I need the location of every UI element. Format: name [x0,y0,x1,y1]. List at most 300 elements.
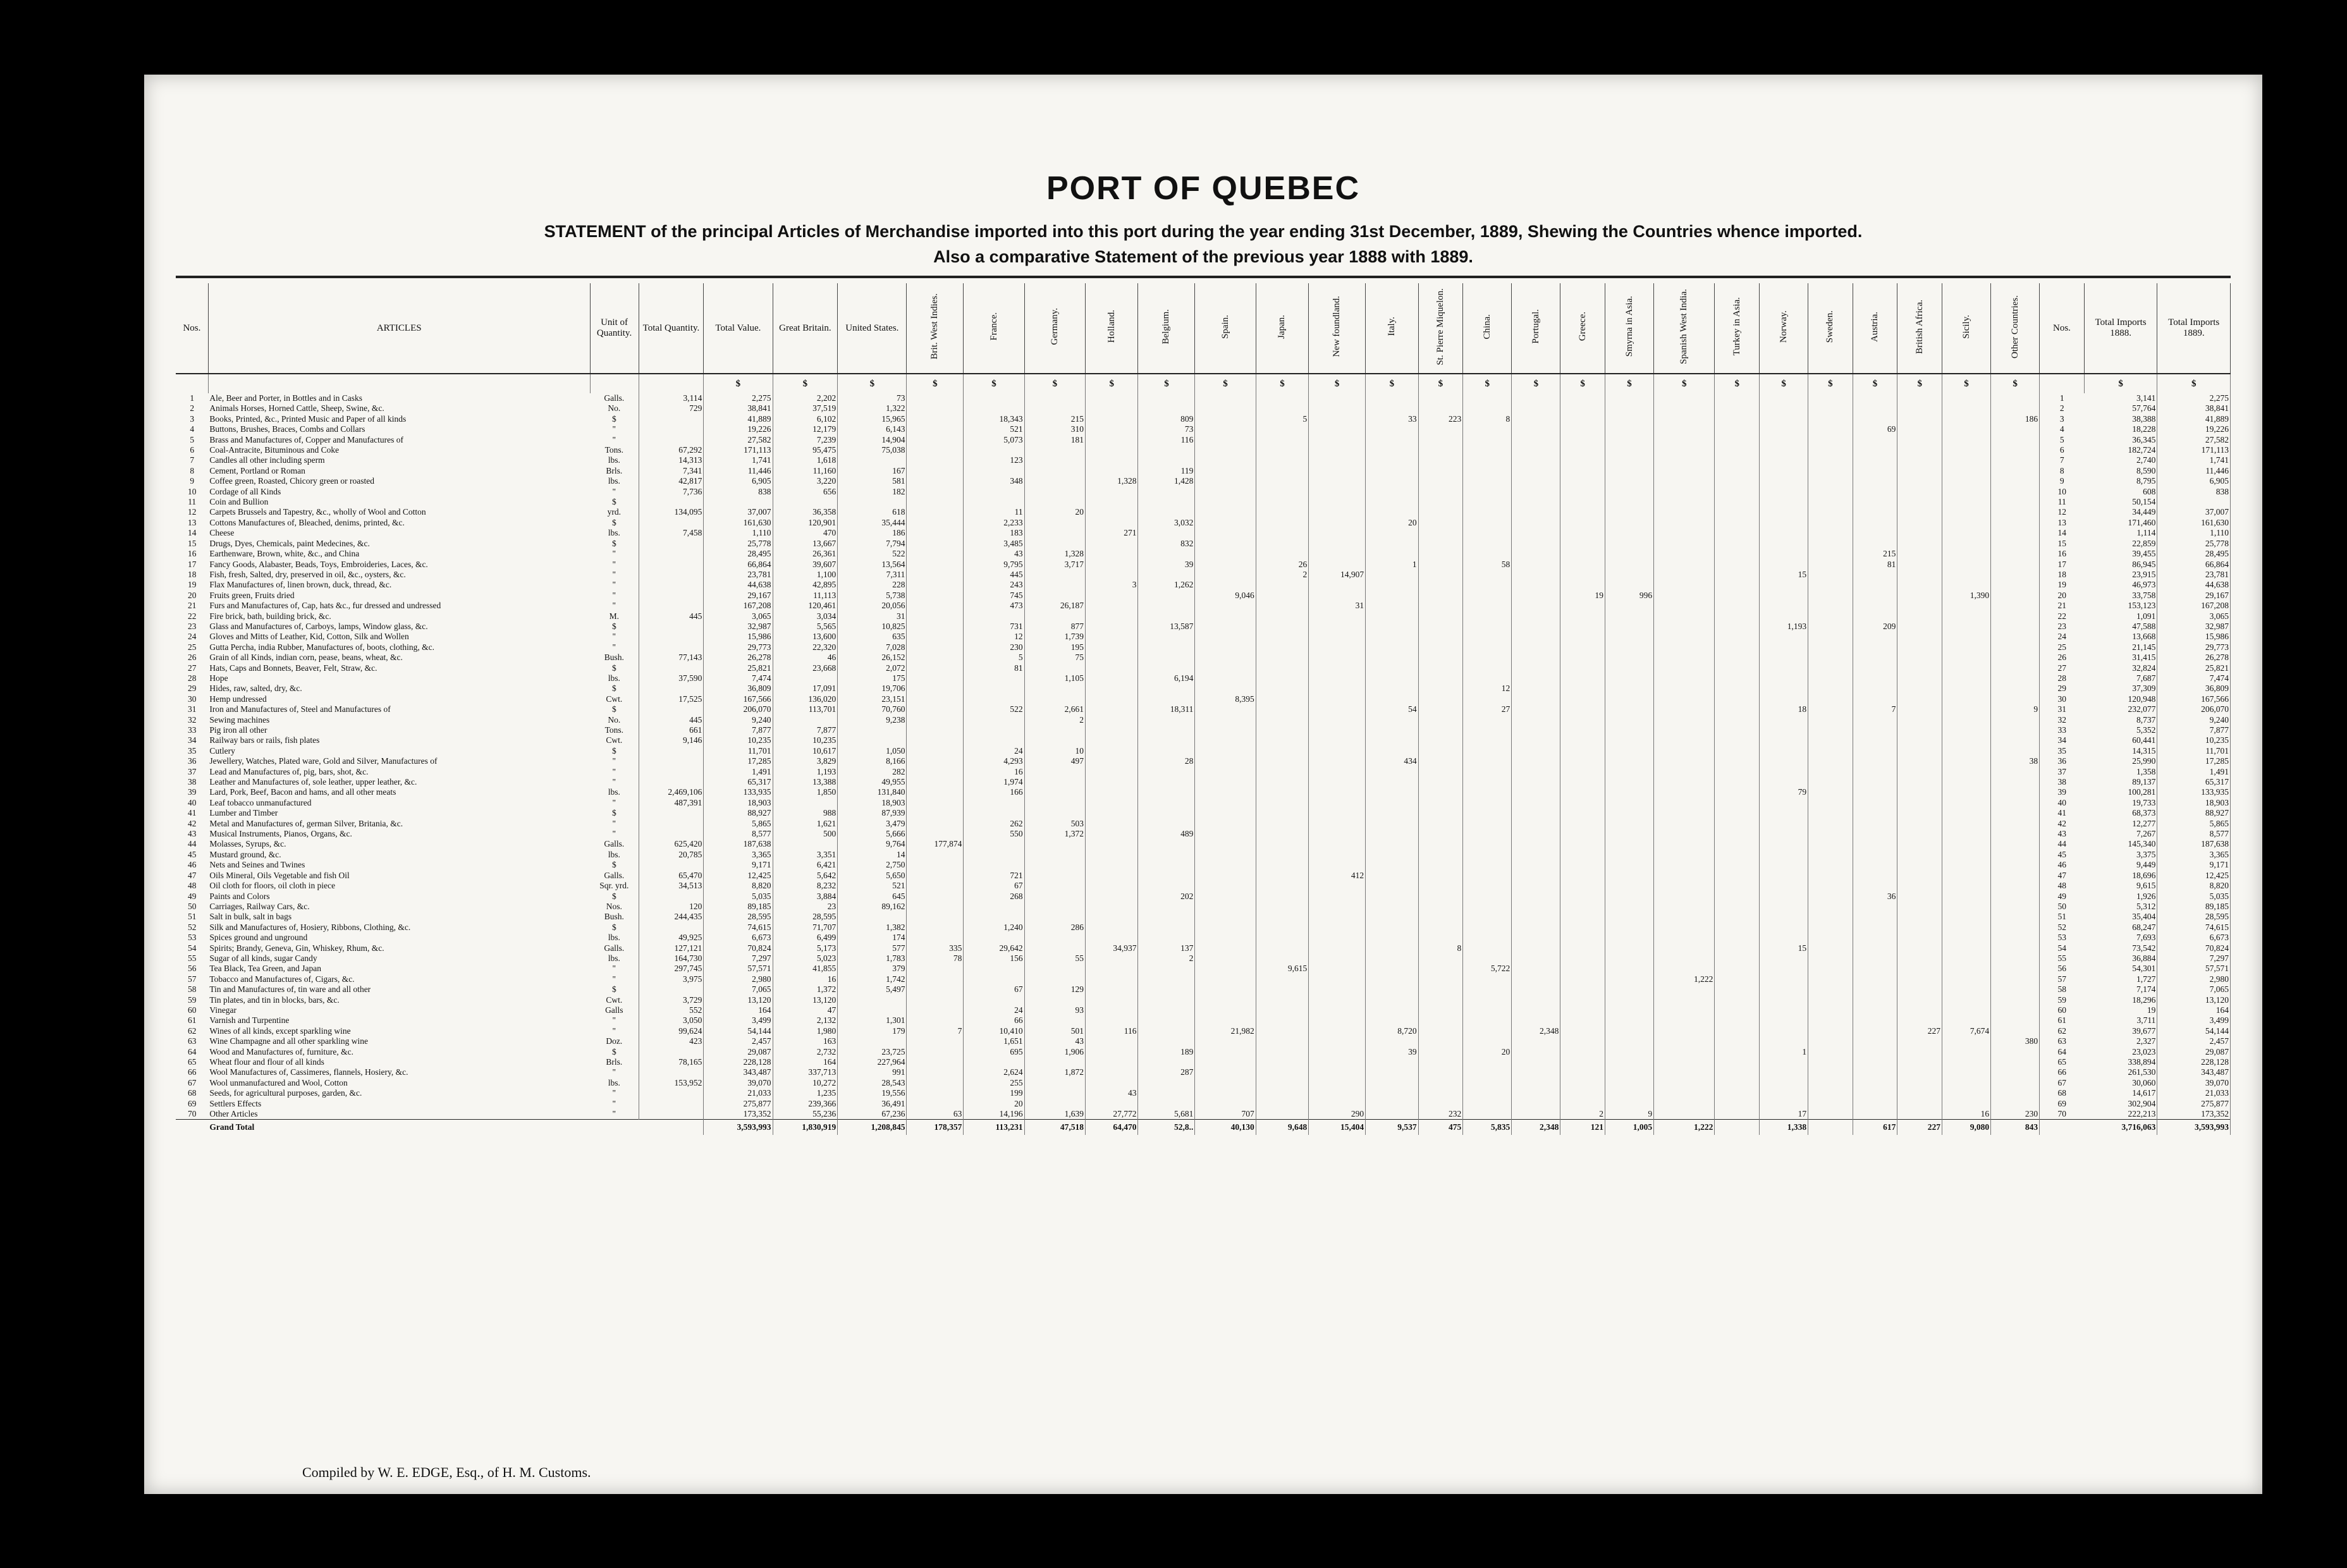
value-cell [1086,756,1138,766]
value-cell [1808,704,1853,714]
value-cell [1808,984,1853,995]
row-number: 26 [187,652,197,663]
total-quantity [639,808,704,818]
value-cell [1418,601,1463,611]
imports-1889: 3,365 [2157,850,2231,860]
table-row [176,943,2231,953]
value-cell: 95,475 [773,445,838,455]
value-cell: 1,741 [704,455,773,465]
imports-1888: 30,060 [2084,1078,2157,1088]
value-cell: 223 [1418,414,1463,424]
value-cell [1991,591,2040,601]
imports-1889: 9,240 [2157,715,2231,725]
value-cell [1942,622,1991,632]
value-cell [1560,767,1605,777]
value-cell [1808,549,1853,559]
table-row [176,819,2231,829]
value-cell [1715,528,1760,538]
value-cell: 46 [773,652,838,663]
article-name: Wool unmanufactured and Wool, Cotton [209,1077,348,1087]
value-cell [1138,984,1195,995]
imports-1888: 18,228 [2084,424,2157,434]
value-cell [1512,652,1560,663]
value-cell: 113,701 [773,704,838,714]
grand-total-1888: 3,716,063 [2084,1120,2157,1136]
value-cell [1418,632,1463,642]
value-cell [1853,476,1897,486]
value-cell: 15,965 [838,414,907,424]
total-quantity [639,704,704,714]
value-cell [1256,673,1308,683]
row-number: 54 [187,943,197,953]
imports-1888: 14,617 [2084,1088,2157,1098]
value-cell [1256,974,1308,984]
imports-1888: 120,948 [2084,694,2157,704]
value-cell: 243 [964,580,1024,590]
value-cell: 63 [907,1109,964,1120]
unit-of-quantity: " [590,767,639,777]
value-cell [1991,663,2040,673]
imports-1889: 173,352 [2157,1109,2231,1120]
value-cell: 9,046 [1195,591,1256,601]
value-cell [1991,984,2040,995]
value-cell [1418,725,1463,735]
value-cell [1256,591,1308,601]
value-cell [1138,902,1195,912]
value-cell [1512,580,1560,590]
value-cell [1853,1005,1897,1015]
value-cell [1808,912,1853,922]
article-name: Oils Mineral, Oils Vegetable and fish Oil [209,870,350,880]
unit-of-quantity: lbs. [590,455,639,465]
row-number: 9 [190,476,195,486]
value-cell [1808,1005,1853,1015]
value-cell [1463,393,1512,403]
unit-of-quantity: $ [590,984,639,995]
value-cell [1760,777,1808,787]
row-number-right: 60 [2057,1005,2066,1015]
value-cell: 171,113 [704,445,773,455]
unit-of-quantity: Galls [590,1005,639,1015]
value-cell [1366,539,1418,549]
value-cell: 21,033 [704,1088,773,1098]
value-cell [1715,601,1760,611]
value-cell [1256,424,1308,434]
value-cell [1654,964,1715,974]
value-cell: 182 [838,487,907,497]
value-cell [1309,829,1366,839]
value-cell [1256,808,1308,818]
value-cell [1605,860,1654,870]
article-name: Flax Manufactures of, linen brown, duck, thread, &c. [209,580,392,590]
row-number: 15 [187,538,197,548]
value-cell [1309,715,1366,725]
value-cell [1897,881,1942,891]
value-cell [1605,663,1654,673]
value-cell [1195,466,1256,476]
value-cell [1853,445,1897,455]
compiled-by-note: Compiled by W. E. EDGE, Esq., of H. M. Customs. [302,1464,591,1480]
value-cell [1715,850,1760,860]
value-cell [1086,808,1138,818]
imports-1888: 57,764 [2084,403,2157,413]
value-cell [1897,539,1942,549]
value-cell [1256,455,1308,465]
grand-total-value: 121 [1560,1120,1605,1136]
table-row [176,393,2231,403]
value-cell [1560,570,1605,580]
value-cell [1942,466,1991,476]
value-cell: 286 [1024,922,1085,933]
value-cell [1991,850,2040,860]
value-cell [1309,518,1366,528]
value-cell [1463,860,1512,870]
value-cell [1418,808,1463,818]
imports-1889: 54,144 [2157,1026,2231,1036]
table-row [176,611,2231,622]
value-cell: 7 [1853,704,1897,714]
value-cell [1897,1078,1942,1088]
value-cell [1309,881,1366,891]
unit-of-quantity: Bush. [590,912,639,922]
value-cell [1991,507,2040,517]
value-cell [1512,995,1560,1005]
value-cell [1715,580,1760,590]
value-cell: 29,087 [704,1047,773,1057]
value-cell [1991,839,2040,849]
value-cell [1853,860,1897,870]
value-cell: 8 [1418,943,1463,953]
value-cell [1942,1005,1991,1015]
value-cell [1715,549,1760,559]
row-number: 47 [187,870,197,880]
value-cell [1897,507,1942,517]
imports-1889: 29,167 [2157,591,2231,601]
value-cell: 503 [1024,819,1085,829]
value-cell [1138,497,1195,507]
currency-cell: $ [907,374,964,393]
row-number: 53 [187,933,197,943]
total-quantity: 120 [639,902,704,912]
value-cell [1853,435,1897,445]
col-total-imports-1889: Total Imports 1889. [2157,283,2231,374]
value-cell [1086,1005,1138,1015]
value-cell [1760,1036,1808,1046]
article-name: Molasses, Syrups, &c. [209,839,286,849]
value-cell [1309,1047,1366,1057]
imports-1888: 37,309 [2084,683,2157,694]
value-cell [1605,912,1654,922]
value-cell [1256,746,1308,756]
value-cell: 2,661 [1024,704,1085,714]
table-row [176,476,2231,486]
currency-cell: $ [1715,374,1760,393]
value-cell [1715,1015,1760,1026]
row-number: 20 [187,590,197,600]
imports-1889: 70,824 [2157,943,2231,953]
value-cell [773,798,838,808]
total-quantity: 297,745 [639,964,704,974]
value-cell [1195,725,1256,735]
currency-cell [208,374,590,393]
imports-1888: 73,542 [2084,943,2157,953]
unit-of-quantity: " [590,964,639,974]
article-name: Mustard ground, &c. [209,849,281,859]
value-cell [1138,881,1195,891]
article-name: Tobacco and Manufactures of, Cigars, &c. [209,974,355,984]
value-cell: 32,987 [704,622,773,632]
currency-cell: $ [704,374,773,393]
value-cell [1418,1015,1463,1026]
imports-1888: 7,687 [2084,673,2157,683]
value-cell [1195,995,1256,1005]
total-quantity: 3,975 [639,974,704,984]
value-cell [1760,995,1808,1005]
value-cell [1366,1067,1418,1077]
value-cell [1853,487,1897,497]
value-cell [1560,704,1605,714]
value-cell [1256,725,1308,735]
value-cell: 6,102 [773,414,838,424]
value-cell [1086,1036,1138,1046]
unit-of-quantity: " [590,1015,639,1026]
value-cell [1715,902,1760,912]
value-cell [1024,974,1085,984]
unit-of-quantity: " [590,819,639,829]
currency-cell [2040,374,2085,393]
value-cell [1309,424,1366,434]
value-cell [1853,673,1897,683]
value-cell [1942,850,1991,860]
value-cell [1195,704,1256,714]
value-cell [1195,1078,1256,1088]
imports-1889: 838 [2157,487,2231,497]
article-name: Oil cloth for floors, oil cloth in piece [209,881,336,891]
value-cell [1853,839,1897,849]
value-cell [907,435,964,445]
row-number-right: 40 [2057,797,2066,807]
total-quantity: 49,925 [639,933,704,943]
row-number: 12 [187,507,197,517]
value-cell [1760,1088,1808,1098]
value-cell [1086,902,1138,912]
value-cell [1942,507,1991,517]
value-cell [1512,487,1560,497]
value-cell: 832 [1138,539,1195,549]
value-cell [1991,829,2040,839]
value-cell [1605,829,1654,839]
page-title: PORT OF QUEBEC [1046,170,1361,207]
total-quantity: 67,292 [639,445,704,455]
imports-1888: 39,677 [2084,1026,2157,1036]
currency-cell: $ [1256,374,1308,393]
value-cell [1605,455,1654,465]
value-cell: 19,226 [704,424,773,434]
value-cell [1418,767,1463,777]
value-cell [1654,995,1715,1005]
value-cell [1086,393,1138,403]
value-cell [1309,839,1366,849]
value-cell [1760,424,1808,434]
col-spanish-west-india: Spanish West India. [1654,283,1715,374]
value-cell [1991,819,2040,829]
value-cell [1808,683,1853,694]
value-cell: 5,642 [773,871,838,881]
row-number: 27 [187,663,197,673]
value-cell [1897,912,1942,922]
value-cell: 412 [1309,871,1366,881]
row-number-right: 32 [2057,714,2066,725]
value-cell [1366,591,1418,601]
value-cell [1512,777,1560,787]
value-cell [1024,850,1085,860]
value-cell [1560,497,1605,507]
value-cell [1605,1015,1654,1026]
value-cell [1309,393,1366,403]
value-cell [1808,974,1853,984]
value-cell [1808,663,1853,673]
article-name: Lard, Pork, Beef, Bacon and hams, and all other meats [209,787,396,797]
value-cell [1760,735,1808,745]
value-cell [1715,922,1760,933]
value-cell [1195,445,1256,455]
value-cell [1942,518,1991,528]
value-cell [1560,1088,1605,1098]
value-cell [1512,767,1560,777]
value-cell [1808,902,1853,912]
value-cell: 20 [1463,1047,1512,1057]
value-cell [1897,735,1942,745]
value-cell [1256,922,1308,933]
value-cell [1942,632,1991,642]
unit-of-quantity: " [590,435,639,445]
value-cell: 120,901 [773,518,838,528]
value-cell [1463,922,1512,933]
imports-1889: 5,865 [2157,819,2231,829]
value-cell [1715,497,1760,507]
value-cell [1991,549,2040,559]
value-cell: 5,035 [704,891,773,902]
row-number-right: 44 [2057,839,2066,849]
value-cell [1991,922,2040,933]
col-holland: Holland. [1086,283,1138,374]
value-cell [1309,1099,1366,1109]
value-cell [1309,528,1366,538]
value-cell [1086,591,1138,601]
value-cell [1897,725,1942,735]
value-cell [1366,1015,1418,1026]
value-cell [1760,984,1808,995]
value-cell [1138,601,1195,611]
value-cell [1808,611,1853,622]
value-cell [1654,1036,1715,1046]
row-number: 14 [187,528,197,538]
value-cell [1138,683,1195,694]
value-cell [1309,549,1366,559]
value-cell: 167 [838,466,907,476]
row-number: 30 [187,694,197,704]
row-number: 34 [187,735,197,745]
value-cell [907,673,964,683]
value-cell [1853,539,1897,549]
value-cell [1195,652,1256,663]
value-cell [1512,819,1560,829]
value-cell [1418,1067,1463,1077]
grand-total-value: 15,404 [1309,1120,1366,1136]
imports-1888: 38,388 [2084,414,2157,424]
imports-1888: 89,137 [2084,777,2157,787]
value-cell [1512,601,1560,611]
table-row [176,601,2231,611]
value-cell [1853,974,1897,984]
row-number-right: 53 [2057,933,2066,943]
unit-of-quantity: " [590,549,639,559]
value-cell [907,528,964,538]
value-cell [907,560,964,570]
table-row [176,549,2231,559]
value-cell [1512,933,1560,943]
value-cell [1760,435,1808,445]
imports-1889: 206,070 [2157,704,2231,714]
value-cell [1024,455,1085,465]
value-cell: 26,187 [1024,601,1085,611]
value-cell [1942,1088,1991,1098]
imports-1888: 86,945 [2084,560,2157,570]
value-cell [1715,403,1760,413]
value-cell [1366,1036,1418,1046]
value-cell [1309,435,1366,445]
total-quantity [639,746,704,756]
table-row [176,984,2231,995]
value-cell [1808,860,1853,870]
value-cell [1418,922,1463,933]
value-cell [1256,476,1308,486]
row-number: 48 [187,881,197,891]
value-cell [1942,1057,1991,1067]
value-cell: 2,132 [773,1015,838,1026]
value-cell [1256,715,1308,725]
imports-1888: 7,693 [2084,933,2157,943]
value-cell: 1,428 [1138,476,1195,486]
value-cell [1024,964,1085,974]
value-cell [1138,455,1195,465]
value-cell [907,549,964,559]
total-quantity: 445 [639,715,704,725]
value-cell [1654,466,1715,476]
value-cell [1605,735,1654,745]
value-cell [1512,808,1560,818]
value-cell [1560,580,1605,590]
value-cell [1991,725,2040,735]
value-cell: 232 [1418,1109,1463,1120]
value-cell [1024,445,1085,455]
value-cell: 29,773 [704,642,773,652]
value-cell [1942,673,1991,683]
value-cell [1897,746,1942,756]
value-cell [1715,611,1760,622]
value-cell [1654,933,1715,943]
value-cell [1715,414,1760,424]
value-cell: 996 [1605,591,1654,601]
value-cell: 209 [1853,622,1897,632]
total-quantity [639,518,704,528]
row-number: 8 [190,465,195,475]
value-cell [1195,922,1256,933]
value-cell: 1,110 [704,528,773,538]
value-cell [1560,393,1605,403]
article-name: Iron and Manufactures of, Steel and Manufactures of [209,704,391,714]
value-cell [1560,725,1605,735]
